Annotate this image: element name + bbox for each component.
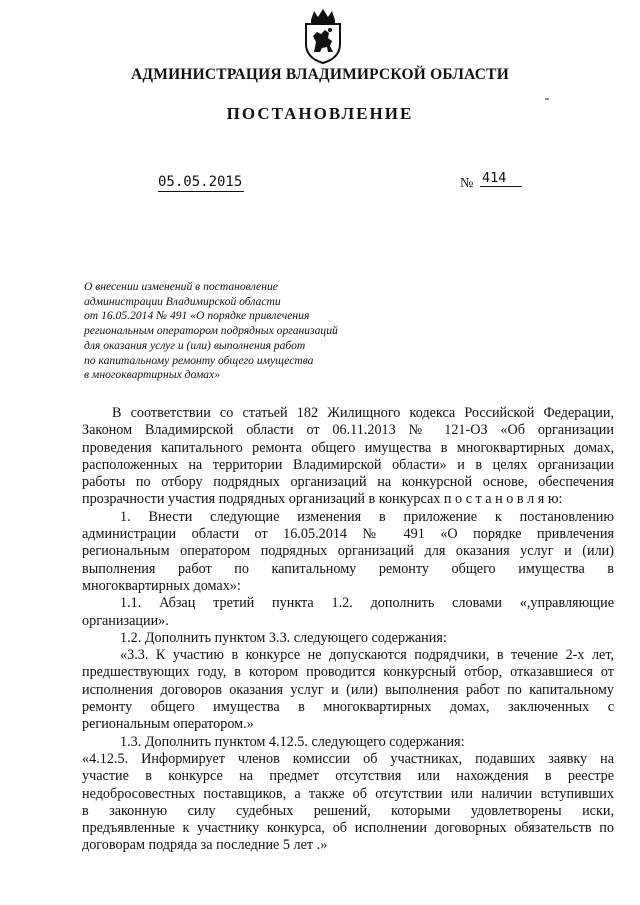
document-body <box>82 405 614 855</box>
body-line: расположенных на территории Владимирской области» и в целях организации <box>82 456 614 473</box>
body-line: 1.2. Дополнить пунктом 3.3. следующего содержания: <box>120 629 447 646</box>
body-line: организации». <box>82 612 169 629</box>
body-line: проведения капитального ремонта общего имущества в многоквартирных домах, <box>82 439 614 456</box>
body-line: региональным оператором.» <box>82 716 254 733</box>
body-line: В соответствии со статьей 182 Жилищного кодекса Российской Федерации, <box>112 405 614 421</box>
body-line: исполнения договоров оказания услуг и (или) выполнения работ по капитальному <box>82 681 614 698</box>
body-line: ремонту общего имущества в многоквартирных домах, заключенных с <box>82 699 614 716</box>
body-line: многоквартирных домах»: <box>82 577 241 594</box>
subject-line: региональным оператором подрядных организаций <box>84 324 338 338</box>
subject-line: для оказания услуг и (или) выполнения работ <box>84 338 306 352</box>
body-line: договорам подряда за последние 5 лет .» <box>82 837 328 854</box>
subject-line: администрации Владимирской области <box>84 294 281 308</box>
body-line: 1.3. Дополнить пунктом 4.12.5. следующего содержания: <box>120 733 465 750</box>
subject-line: от 16.05.2014 № 491 «О порядке привлечения <box>84 309 310 323</box>
body-line: 1. Внести следующие изменения в приложение к постановлению <box>120 508 614 525</box>
document-date: 05.05.2015 <box>158 174 243 190</box>
body-text: прозрачности участия подрядных организаций в конкурсах <box>82 491 441 508</box>
body-line <box>82 491 614 508</box>
body-line: предшествующих году, в котором проводится конкурсный отбор, отказавшиеся от <box>82 664 614 681</box>
body-line: администрации области от 16.05.2014 № 491 «О порядке привлечения <box>82 526 614 543</box>
subject-line: в многоквартирных домах» <box>84 368 220 382</box>
document-type-title: ПОСТАНОВЛЕНИЕ <box>226 104 414 123</box>
document-number: 414 <box>480 170 522 187</box>
subject-line: О внесении изменений в постановление <box>84 280 278 293</box>
body-line: «4.12.5. Информирует членов комиссии об участниках, подавших заявку на <box>82 750 614 767</box>
scan-mark <box>545 98 549 100</box>
body-line: в законную силу судебных решений, которыми удовлетворены иски, <box>82 802 614 819</box>
body-line: работы по отбору подрядных организаций на конкурсной основе, обеспечения <box>82 474 614 491</box>
coat-of-arms-icon <box>300 8 346 64</box>
body-line: недобросовестных поставщиков, а также об отсутствии или наличии вступивших <box>82 785 614 802</box>
body-line: предъявленные к участнику конкурса, об исполнении договорных обязательств по <box>82 820 614 837</box>
number-label: № <box>460 176 474 191</box>
body-line: участие в конкурсе на предмет отсутствия или нахождения в реестре <box>82 768 614 785</box>
subject-line: по капитальному ремонту общего имущества <box>84 353 314 367</box>
decree-word: п о с т а н о в л я ю: <box>443 491 563 508</box>
organization-title: АДМИНИСТРАЦИЯ ВЛАДИМИРСКОЙ ОБЛАСТИ <box>131 66 509 83</box>
body-line: 1.1. Абзац третий пункта 1.2. дополнить словами «,управляющие <box>120 595 614 612</box>
body-line: выполнения работ по капитальному ремонту общего имущества в <box>82 560 614 577</box>
body-line: Законом Владимирской области от 06.11.2013 № 121-ОЗ «Об организации <box>82 422 614 439</box>
body-line: «3.3. К участию в конкурсе не допускаются подрядчики, в течение 2-х лет, <box>120 647 614 664</box>
body-line: региональным оператором подрядных организаций для оказания услуг и (или) <box>82 543 614 560</box>
document-subject <box>84 280 374 383</box>
